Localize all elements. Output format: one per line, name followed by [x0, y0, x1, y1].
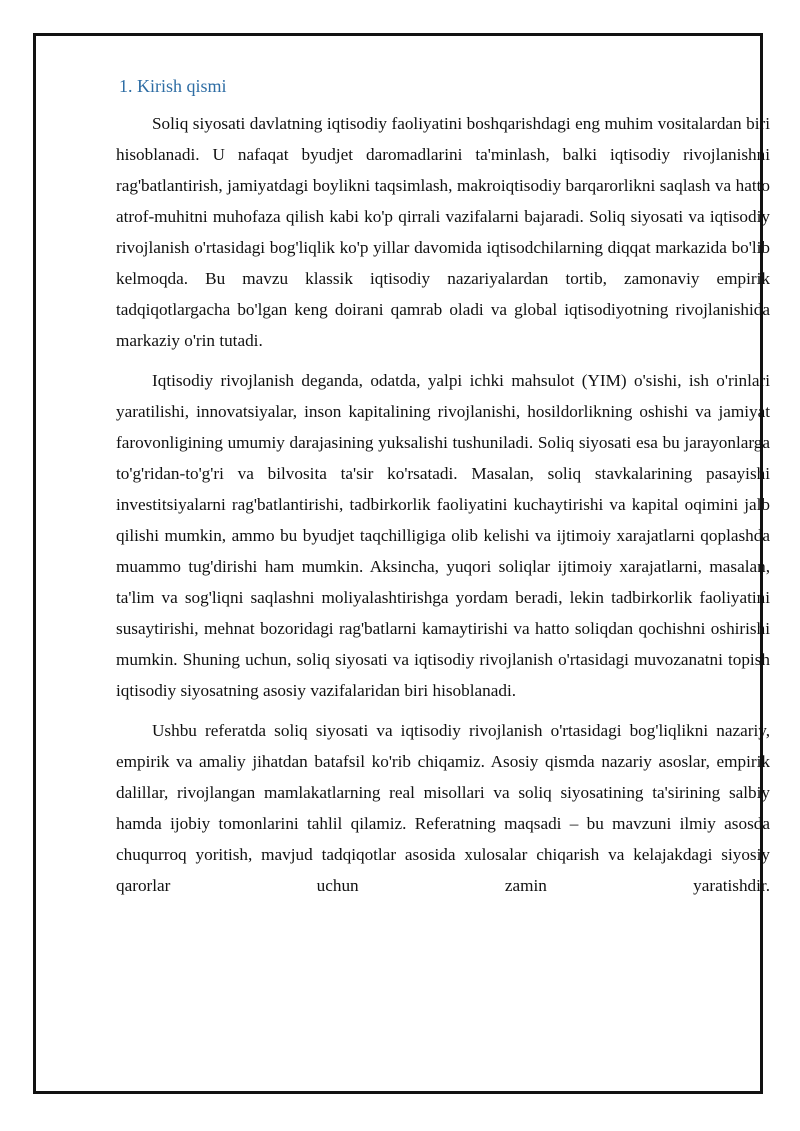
paragraph-3: Ushbu referatda soliq siyosati va iqtisodiy rivojlanish o'rtasidagi bog'liqlikni nazariy, empirik va amaliy jihatdan batafsil ko'rib chiqamiz. Asosiy qismda nazariy asoslar, empirik dalillar, rivojlangan mamlakatlarning real misollari va soliq siyosatining ta'sirining salbiy hamda ijobiy tomonlarini tahlil qilamiz. Referatning maqsadi – bu mavzuni ilmiy asosda chuqurroq yoritish, mavjud tadqiqotlar asosida xulosalar chiqarish va kelajakdagi siyosiy qarorlar uchun zamin yaratishdir. [116, 721, 770, 895]
document-body [116, 70, 770, 910]
paragraph-2: Iqtisodiy rivojlanish deganda, odatda, yalpi ichki mahsulot (YIM) o'sishi, ish o'rinlari yaratilishi, innovatsiyalar, inson kapitalining rivojlanishi, hosildorlikning oshishi va jamiyat farovonligining umumiy darajasining yuksalishi tushuniladi. Soliq siyosati esa bu jarayonlarga to'g'ridan-to'g'ri va bilvosita ta'sir ko'rsatadi. Masalan, soliq stavkalarining pasayishi investitsiyalarni rag'batlantirishi, tadbirkorlik faoliyatini kuchaytirishi va kapital oqimini jalb qilishi mumkin, ammo bu byudjet taqchilligiga olib kelishi va ijtimoiy xarajatlarni qoplashda muammo tug'dirishi ham mumkin. Aksincha, yuqori soliqlar ijtimoiy xarajatlarni, masalan, ta'lim va sog'liqni saqlashni moliyalashtirishga yordam beradi, lekin tadbirkorlik faoliyatini susaytirishi, mehnat bozoridagi rag'batlarni kamaytirishi va hatto soliqdan qochishni oshirishi mumkin. Shuning uchun, soliq siyosati va iqtisodiy rivojlanish o'rtasidagi muvozanatni topish iqtisodiy siyosatning asosiy vazifalaridan biri hisoblanadi. [116, 371, 770, 700]
paragraph-1: Soliq siyosati davlatning iqtisodiy faoliyatini boshqarishdagi eng muhim vositalardan biri hisoblanadi. U nafaqat byudjet daromadlarini ta'minlash, balki iqtisodiy rivojlanishni rag'batlantirish, jamiyatdagi boylikni taqsimlash, makroiqtisodiy barqarorlikni saqlash va hatto atrof-muhitni muhofaza qilish kabi ko'p qirrali vazifalarni bajaradi. Soliq siyosati va iqtisodiy rivojlanish o'rtasidagi bog'liqlik ko'p yillar davomida iqtisodchilarning diqqat markazida bo'lib kelmoqda. Bu mavzu klassik iqtisodiy nazariyalardan tortib, zamonaviy empirik tadqiqotlargacha bo'lgan keng doirani qamrab oladi va global iqtisodiyotning rivojlanishida markaziy o'rin tutadi. [116, 114, 770, 350]
section-heading: 1. Kirish qismi [119, 76, 227, 96]
